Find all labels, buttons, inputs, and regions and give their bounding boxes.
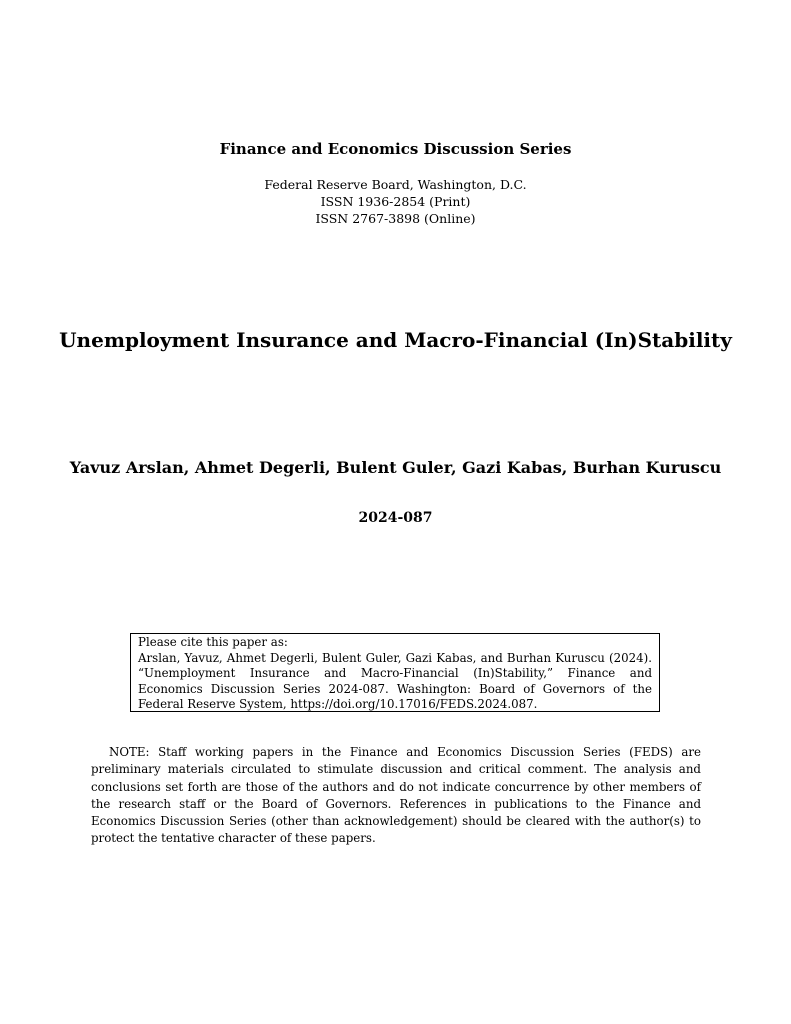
publication-info bbox=[0, 176, 791, 227]
issn-print: ISSN 1936-2854 (Print) bbox=[320, 194, 471, 209]
issn-online: ISSN 2767-3898 (Online) bbox=[315, 211, 476, 226]
paper-number: 2024-087 bbox=[358, 510, 433, 526]
publisher-line: Federal Reserve Board, Washington, D.C. bbox=[264, 177, 527, 192]
citation-text: Arslan, Yavuz, Ahmet Degerli, Bulent Guler, Gazi Kabas, and Burhan Kuruscu (2024). “Unemployment Insurance and Macro-Financial (In)Stability,” Finance and Economics Discussion Series 2024-087. Washington: Board of Governors of the Federal Reserve System, https://doi.org/10.17016/FEDS.2024.087. bbox=[138, 650, 652, 711]
disclaimer-note: NOTE: Staff working papers in the Finance and Economics Discussion Series (FEDS) are preliminary materials circulated to stimulate discussion and critical comment. The analysis and conclusions set forth are those of the authors and do not indicate concurrence by other members of the research staff or the Board of Governors. References in publications to the Finance and Economics Discussion Series (other than acknowledgement) should be cleared with the author(s) to protect the tentative character of these papers. bbox=[91, 745, 701, 846]
author-list: Yavuz Arslan, Ahmet Degerli, Bulent Guler, Gazi Kabas, Burhan Kuruscu bbox=[69, 458, 722, 477]
paper-title: Unemployment Insurance and Macro-Financial (In)Stability bbox=[59, 328, 732, 352]
citation-box bbox=[130, 633, 660, 712]
citation-heading: Please cite this paper as: bbox=[138, 635, 288, 649]
series-title: Finance and Economics Discussion Series bbox=[219, 140, 572, 158]
